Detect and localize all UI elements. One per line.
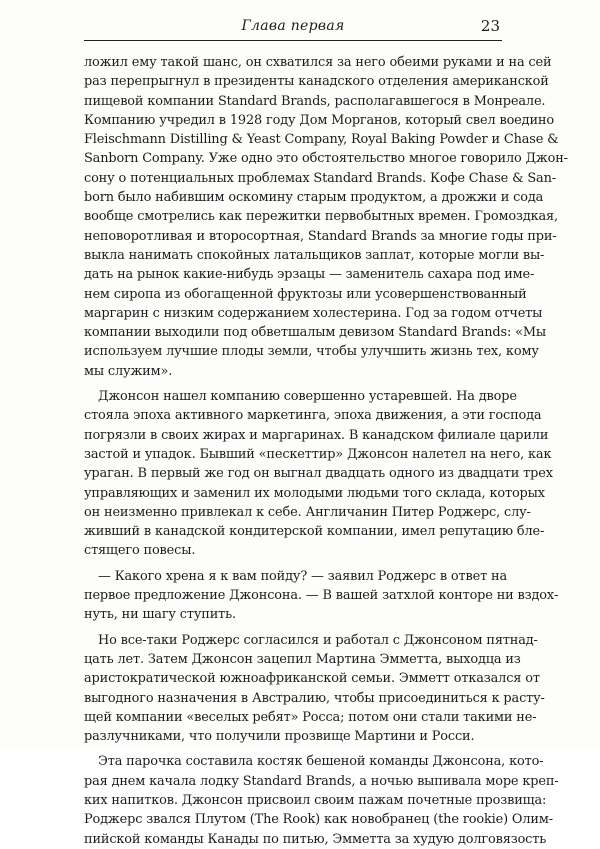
running-head — [84, 14, 502, 41]
body-text — [84, 53, 568, 849]
text-line: выкла нанимать спокойных латальщиков заплат, которые могли вы- — [84, 247, 545, 263]
text-line: мы служим». — [84, 363, 173, 379]
text-line: Джонсон нашел компанию совершенно устаревшей. На дворе — [98, 389, 517, 405]
text-line: управляющих и заменил их молодыми людьми того склада, которых — [84, 485, 545, 501]
text-line: неповоротливая и второсортная, Standard Brands за многие годы при- — [84, 228, 557, 244]
paragraph — [84, 53, 568, 387]
text-line: маргарин с низким содержанием холестерина. Год за годом отчеты — [84, 305, 543, 321]
text-line: первое предложение Джонсона. — В вашей затхлой конторе ни вздох- — [84, 588, 559, 604]
text-line: выгодного назначения в Австралию, чтобы присоединиться к расту- — [84, 690, 545, 706]
text-line: вообще смотрелись как пережитки первобытных времен. Громоздкая, — [84, 209, 558, 225]
text-line: живший в канадской кондитерской компании, имел репутацию бле- — [84, 524, 545, 540]
text-line: пищевой компании Standard Brands, располагавшегося в Монреале. — [84, 93, 546, 109]
text-line: используем лучшие плоды земли, чтобы улучшить жизнь тех, кому — [84, 344, 539, 360]
text-line: компании выходили под обветшалым девизом Standard Brands: «Мы — [84, 325, 547, 341]
text-line: он неизменно привлекал к себе. Англичанин Питер Роджерс, слу- — [84, 504, 531, 520]
text-line: ложил ему такой шанс, он схватился за него обеими руками и на сей — [84, 55, 552, 70]
text-line: ких напитков. Джонсон присвоил своим пажам почетные прозвища: — [84, 792, 547, 808]
text-line: раз перепрыгнул в президенты канадского отделения американской — [84, 74, 549, 90]
text-line: Роджерс звался Плутом (The Rook) как новобранец (the rookie) Олим- — [84, 812, 553, 828]
text-line: стояла эпоха активного маркетинга, эпоха движения, а эти господа — [84, 408, 542, 424]
text-line: Компанию учредил в 1928 году Дом Морганов, который свел воедино — [84, 112, 554, 128]
text-line: дать на рынок какие-нибудь эрзацы — заменитель сахара под име- — [84, 267, 535, 283]
text-line: разлучниками, что получили прозвище Мартини и Росси. — [84, 729, 475, 745]
text-line: рая днем качала лодку Standard Brands, а ночью выпивала море креп- — [84, 773, 559, 789]
text-line: Эта парочка составила костяк бешеной команды Джонсона, кото- — [98, 754, 544, 770]
paragraph — [84, 567, 559, 631]
text-line: ураган. В первый же год он выгнал двадцать одного из двадцати трех — [84, 466, 553, 482]
text-line: цать лет. Затем Джонсон зацепил Мартина Эмметта, выходца из — [84, 651, 521, 667]
text-line: щей компании «веселых ребят» Росса; потом они стали такими не- — [84, 709, 537, 725]
paragraph — [84, 631, 545, 753]
text-line: born было набившим оскомину старым продуктом, а дрожжи и сода — [84, 190, 544, 206]
text-line: — Какого хрена я к вам пойду? — заявил Роджерс в ответ на — [98, 568, 508, 584]
page-number: 23 — [480, 17, 500, 35]
text-line: пийской команды Канады по питью, Эмметта за худую долговязость — [84, 831, 547, 847]
text-line: нуть, ни шагу ступить. — [84, 607, 236, 623]
text-line: Fleischmann Distilling & Yeast Company, Royal Baking Powder и Chase & — [84, 132, 559, 148]
paragraph — [84, 752, 559, 848]
paragraph — [84, 387, 553, 567]
text-line: погрязли в своих жирах и маргаринах. В канадском филиале царили — [84, 427, 549, 443]
text-line: застой и упадок. Бывший «пескеттир» Джонсон налетел на него, как — [84, 446, 552, 462]
text-line: стящего повесы. — [84, 543, 196, 559]
text-line: нем сиропа из обогащенной фруктозы или усовершенствованный — [84, 286, 527, 302]
text-line: Но все-таки Роджерс согласился и работал с Джонсоном пятнад- — [98, 632, 538, 648]
chapter-title: Глава первая — [241, 18, 345, 34]
text-line: сону о потенциальных проблемах Standard Brands. Кофе Chase & San- — [84, 170, 556, 186]
text-line: аристократической южноафриканской семьи. Эмметт отказался от — [84, 671, 540, 687]
text-line: Sanborn Company. Уже одно это обстоятельство многое говорило Джон- — [84, 151, 568, 167]
